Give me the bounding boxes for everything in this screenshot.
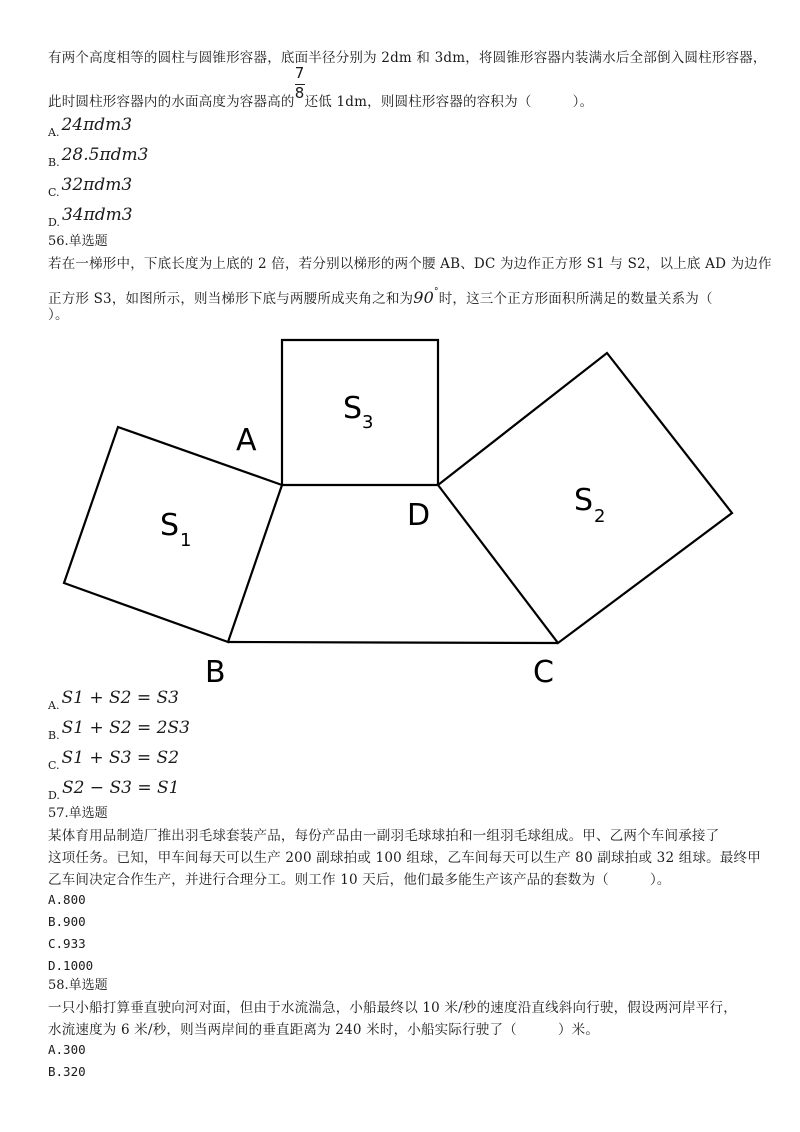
label-s2: S: [574, 483, 594, 518]
q57-line2: 这项任务。已知，甲车间每天可以生产 200 副球拍或 100 组球，乙车间每天可以生产 80 副球拍或 32 组球。最终甲: [48, 850, 761, 866]
label-s3-sub: 3: [362, 412, 374, 433]
q55-line2-pre: 此时圆柱形容器内的水面高度为容器高的: [48, 94, 295, 110]
q58-line1: 一只小船打算垂直驶向河对面，但由于水流湍急，小船最终以 10 米/秒的速度沿直线斜向行驶，假设两河岸平行，: [48, 1000, 737, 1016]
q56-option-c[interactable]: [48, 743, 770, 773]
option-math: S1 + S2 = S3: [61, 688, 179, 708]
q56-line2-pre: 正方形 S3，如图所示，则当梯形下底与两腰所成夹角之和为: [48, 291, 414, 307]
angle-value: 90: [413, 288, 434, 307]
label-d: D: [407, 498, 431, 533]
q58-options: [48, 1039, 770, 1083]
degree-sign: °: [434, 287, 439, 297]
option-math: 28.5πdm: [61, 145, 138, 165]
q58-option-a[interactable]: A.300: [48, 1042, 86, 1057]
label-s2-sub: 2: [594, 506, 606, 527]
q58-option-b[interactable]: B.320: [48, 1064, 86, 1079]
q58-header: 58.单选题: [48, 978, 108, 993]
q56-line3: ）。: [48, 307, 69, 323]
q57-option-a[interactable]: A.800: [48, 892, 86, 907]
q55-option-a[interactable]: [48, 110, 770, 140]
fraction-numerator: 7: [294, 64, 305, 82]
label-s1-sub: 1: [180, 530, 192, 551]
q56-options: [48, 683, 770, 803]
label-a: A: [236, 423, 257, 458]
label-s1: S: [160, 508, 180, 543]
option-math: 34πdm: [61, 205, 122, 225]
q55-line2-post: 还低 1dm，则圆柱形容器的容积为（ ）。: [304, 94, 594, 110]
trapezoid-base: [228, 642, 558, 643]
option-math: 32πdm: [61, 175, 122, 195]
q56-option-d[interactable]: [48, 773, 770, 803]
option-label: B.: [48, 156, 60, 169]
q57-option-b[interactable]: B.900: [48, 914, 86, 929]
q55-options: [48, 110, 770, 230]
fraction-denominator: 8: [294, 84, 305, 102]
q56-option-b[interactable]: [48, 713, 770, 743]
q57-options: [48, 889, 770, 977]
q57-line3: 乙车间决定合作生产，并进行合理分工。则工作 10 天后，他们最多能生产该产品的套数为（ ）。: [48, 872, 671, 888]
option-math: S2 − S3 = S1: [61, 778, 180, 798]
q55-option-b[interactable]: [48, 140, 770, 170]
option-math: 24πdm: [61, 115, 122, 135]
option-label: C.: [48, 759, 60, 772]
option-math: S1 + S2 = 2S3: [61, 718, 190, 738]
q55-line1: 有两个高度相等的圆柱与圆锥形容器，底面半径分别为 2dm 和 3dm，将圆锥形容器内装满水后全部倒入圆柱形容器，: [48, 50, 767, 66]
option-label: D.: [48, 789, 60, 802]
q56-line1: 若在一梯形中，下底长度为上底的 2 倍，若分别以梯形的两个腰 AB、DC 为边作正方形 S1 与 S2，以上底 AD 为边作: [48, 256, 772, 272]
q57-header: 57.单选题: [48, 806, 108, 821]
option-sup: 3: [121, 205, 133, 225]
option-label: A.: [48, 699, 60, 712]
q56-line2-post: 时，这三个正方形面积所满足的数量关系为（: [438, 291, 713, 307]
label-b: B: [205, 655, 226, 690]
q57-option-d[interactable]: D.1000: [48, 958, 94, 973]
q58-line2: 水流速度为 6 米/秒，则当两岸间的垂直距离为 240 米时，小船实际行驶了（ ）米。: [48, 1022, 600, 1038]
option-label: B.: [48, 729, 60, 742]
q55-option-d[interactable]: [48, 200, 770, 230]
fraction-seven-eighths: [294, 64, 305, 106]
option-label: A.: [48, 126, 60, 139]
q56-option-a[interactable]: [48, 683, 770, 713]
q57-option-c[interactable]: C.933: [48, 936, 86, 951]
trapezoid-squares-figure: [0, 330, 800, 690]
label-s3: S: [343, 391, 363, 426]
option-sup: 3: [121, 175, 133, 195]
option-label: D.: [48, 216, 60, 229]
option-label: C.: [48, 186, 60, 199]
q57-line1: 某体育用品制造厂推出羽毛球套装产品，每份产品由一副羽毛球球拍和一组羽毛球组成。甲、乙两个车间承接了: [48, 828, 720, 844]
label-c: C: [533, 655, 554, 690]
q56-header: 56.单选题: [48, 234, 108, 249]
option-math: S1 + S3 = S2: [61, 748, 180, 768]
option-sup: 3: [121, 115, 133, 135]
option-sup: 3: [137, 145, 149, 165]
q55-option-c[interactable]: [48, 170, 770, 200]
